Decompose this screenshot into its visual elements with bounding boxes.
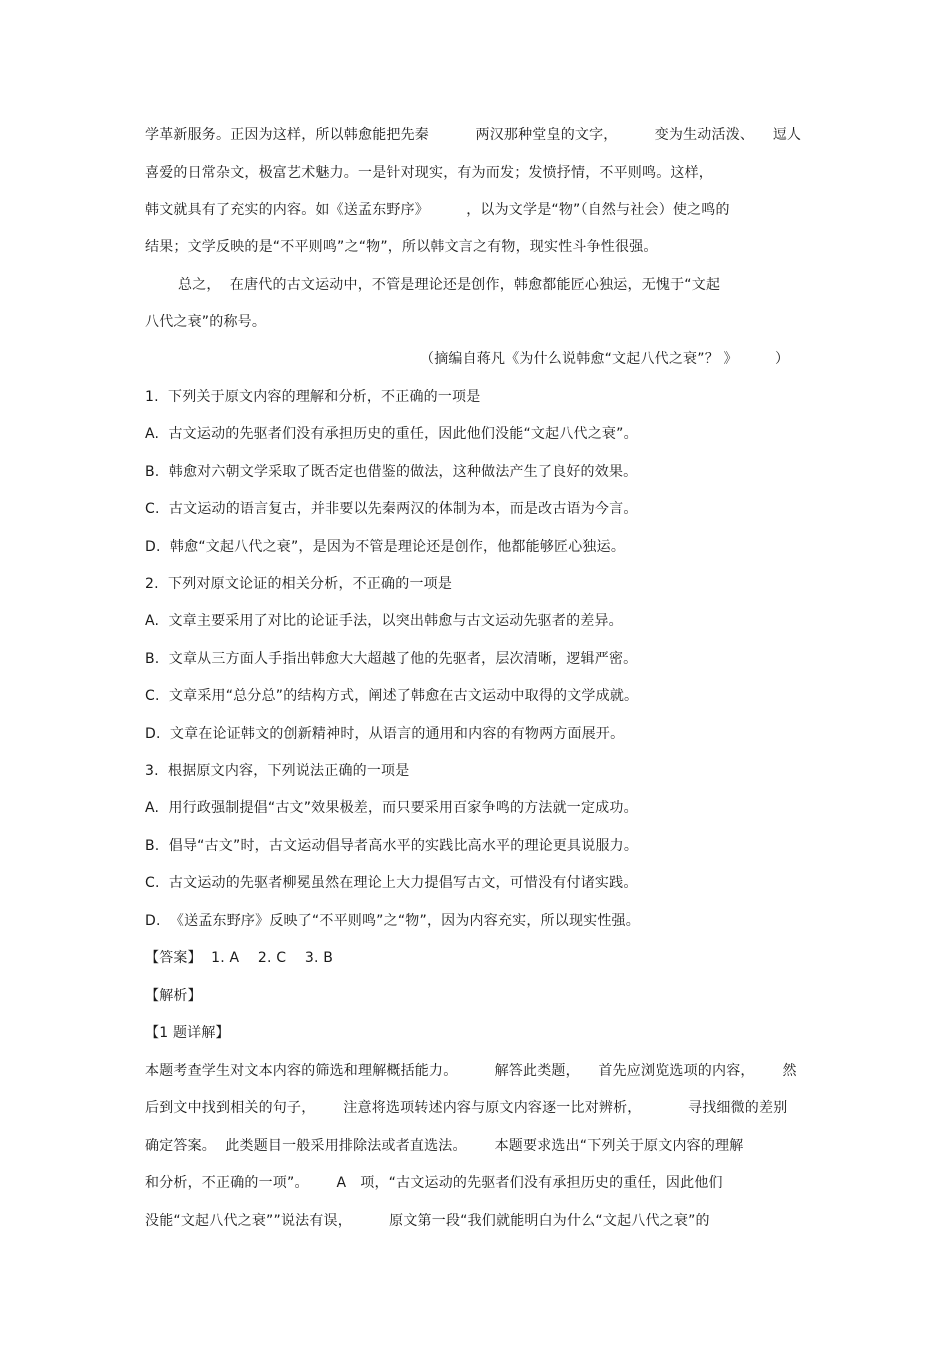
question-stem: 3. 根据原文内容，下列说法正确的一项是	[145, 763, 410, 779]
question-option: C. 文章采用“总分总”的结构方式，阐述了韩愈在古文运动中取得的文学成就。	[145, 688, 639, 704]
question-option: D. 《送孟东野序》反映了“不平则鸣”之“物”，因为内容充实，所以现实性强。	[145, 913, 640, 929]
passage-line: 学革新服务。正因为这样，所以韩愈能把先秦 两汉那种堂皇的文字， 变为生动活泼、 逗人	[145, 127, 802, 143]
question-option: B. 韩愈对六朝文学采取了既否定也借鉴的做法，这种做法产生了良好的效果。	[145, 464, 638, 480]
passage-line: 结果；文学反映的是“不平则鸣”之“物”，所以韩文言之有物，现实性斗争性很强。	[145, 239, 658, 255]
analysis-label: 【解析】	[145, 988, 202, 1004]
detail-line: 没能“文起八代之衰””说法有误， 原文第一段“我们就能明白为什么“文起八代之衰”的	[145, 1213, 710, 1229]
detail-line: 确定答案。 此类题目一般采用排除法或者直选法。 本题要求选出“下列关于原文内容的理解	[145, 1138, 744, 1154]
question-option: B. 倡导“古文”时，古文运动倡导者高水平的实践比高水平的理论更具说服力。	[145, 838, 639, 854]
detail-line: 后到文中找到相关的句子， 注意将选项转述内容与原文内容逐一比对辨析， 寻找细微的差别	[145, 1100, 788, 1116]
detail-label: 【1 题详解】	[145, 1025, 230, 1041]
answer-line: 【答案】 1. A 2. C 3. B	[145, 950, 334, 966]
question-stem: 2. 下列对原文论证的相关分析，不正确的一项是	[145, 576, 453, 592]
question-option: A. 文章主要采用了对比的论证手法，以突出韩愈与古文运动先驱者的差异。	[145, 613, 623, 629]
detail-line: 和分析，不正确的一项”。 A 项，“古文运动的先驱者们没有承担历史的重任，因此他们	[145, 1175, 723, 1191]
conclusion-line: 八代之衰”的称号。	[145, 314, 267, 330]
passage-line: 韩文就具有了充实的内容。如《送孟东野序》 ，以为文学是“物”（自然与社会）使之鸣的	[145, 202, 730, 218]
question-option: C. 古文运动的先驱者柳冕虽然在理论上大力提倡写古文，可惜没有付诸实践。	[145, 875, 638, 891]
detail-line: 本题考查学生对文本内容的筛选和理解概括能力。 解答此类题， 首先应浏览选项的内容， 然	[145, 1063, 797, 1079]
question-option: D. 韩愈“文起八代之衰”，是因为不管是理论还是创作，他都能够匠心独运。	[145, 539, 626, 555]
source-citation: （摘编自蒋凡《为什么说韩愈“文起八代之衰”？ 》 ）	[420, 351, 790, 367]
question-option: C. 古文运动的语言复古，并非要以先秦两汉的体制为本，而是改古语为今言。	[145, 501, 638, 517]
question-option: B. 文章从三方面人手指出韩愈大大超越了他的先驱者，层次清晰，逻辑严密。	[145, 651, 638, 667]
question-option: A. 用行政强制提倡“古文”效果极差，而只要采用百家争鸣的方法就一定成功。	[145, 800, 638, 816]
conclusion-line: 总之， 在唐代的古文运动中，不管是理论还是创作，韩愈都能匠心独运，无愧于“文起	[178, 277, 721, 293]
question-option: A. 古文运动的先驱者们没有承担历史的重任，因此他们没能“文起八代之衰”。	[145, 426, 638, 442]
question-option: D. 文章在论证韩文的创新精神时，从语言的通用和内容的有物两方面展开。	[145, 726, 625, 742]
passage-line: 喜爱的日常杂文，极富艺术魅力。一是针对现实，有为而发；发愤抒情，不平则鸣。这样，	[145, 165, 713, 181]
question-stem: 1. 下列关于原文内容的理解和分析，不正确的一项是	[145, 389, 481, 405]
